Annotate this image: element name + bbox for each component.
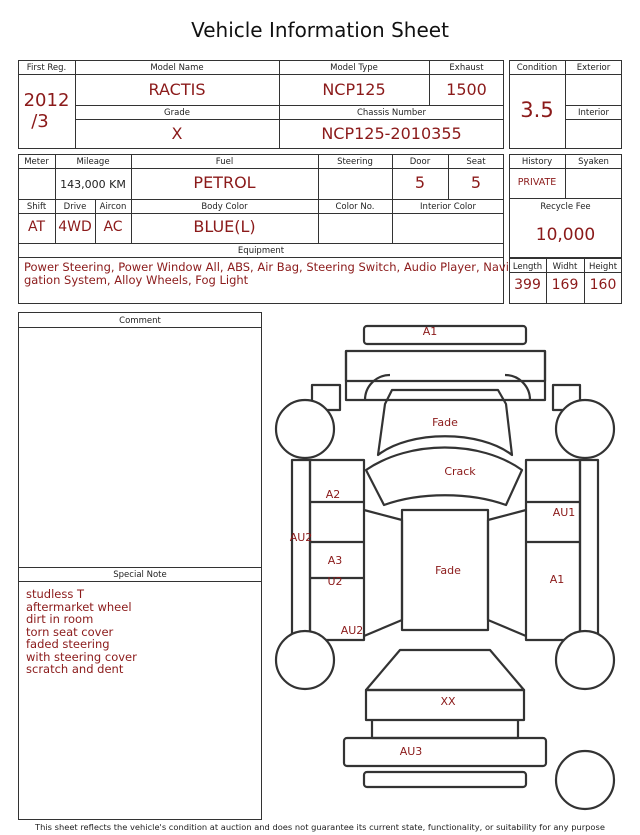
mark-roof: Fade	[435, 564, 461, 577]
grade: X	[171, 124, 183, 143]
fuel-label: Fuel	[215, 157, 234, 167]
rear-right-wheel	[556, 631, 614, 689]
mark-right-rear-door: A1	[549, 573, 565, 586]
seat-count: 5	[470, 173, 482, 192]
mark-front: A1	[422, 325, 438, 338]
height-label: Height	[588, 262, 618, 272]
page-title: Vehicle Information Sheet	[191, 18, 449, 42]
front-panel-outline	[346, 351, 545, 400]
right-side-outline	[526, 460, 580, 640]
special-note-item: with steering cover	[26, 649, 137, 664]
length-label: Length	[512, 262, 543, 272]
grade-label: Grade	[164, 108, 190, 118]
body-color-label: Body Color	[201, 202, 248, 212]
mark-left-front-door: A2	[325, 488, 341, 501]
first-reg-label: First Reg.	[26, 63, 67, 73]
mileage: 143,000 KM	[60, 178, 126, 191]
history-label: History	[521, 157, 553, 167]
shift: AT	[27, 219, 46, 235]
first-reg-year: 2012	[23, 90, 70, 111]
aircon: AC	[103, 219, 123, 235]
front-right-wheel	[556, 400, 614, 458]
equipment-list	[24, 260, 509, 287]
recycle-fee-label: Recycle Fee	[540, 202, 591, 212]
front-left-wheel	[276, 400, 334, 458]
special-note-item: aftermarket wheel	[26, 599, 132, 614]
condition-label: Condition	[516, 63, 558, 73]
condition-score: 3.5	[520, 98, 554, 122]
width: 169	[551, 277, 579, 293]
height: 160	[589, 277, 617, 293]
mark-left-rear-quarter: AU2	[340, 624, 364, 637]
first-reg-month: /3	[31, 111, 49, 132]
model-type: NCP125	[322, 80, 386, 99]
mark-rear-glass: XX	[440, 695, 456, 708]
recycle-fee: 10,000	[535, 225, 596, 245]
comment-label: Comment	[119, 316, 161, 326]
mileage-label: Mileage	[76, 157, 110, 167]
model-type-label: Model Type	[330, 63, 378, 73]
mark-windshield: Crack	[444, 465, 476, 478]
exhaust-label: Exhaust	[449, 63, 484, 73]
steering-label: Steering	[337, 157, 373, 167]
equipment-line-2: gation System, Alloy Wheels, Fog Light	[24, 273, 249, 287]
special-note-item: dirt in room	[26, 612, 94, 626]
rear-glass-outline	[366, 650, 524, 690]
width-label: Widht	[552, 262, 578, 272]
syaken-label: Syaken	[578, 157, 609, 167]
equipment-label: Equipment	[237, 246, 285, 256]
special-note-item: scratch and dent	[26, 662, 124, 676]
mark-hood: Fade	[432, 416, 458, 429]
special-note-list	[26, 588, 256, 676]
length: 399	[514, 277, 541, 293]
door-label: Door	[409, 157, 431, 167]
model-name: RACTIS	[148, 80, 206, 99]
drive-label: Drive	[63, 202, 87, 212]
chassis-number: NCP125-2010355	[321, 124, 462, 143]
mark-right-front-door: AU1	[552, 506, 576, 519]
special-note-label: Special Note	[113, 570, 167, 580]
seat-label: Seat	[466, 157, 486, 167]
chassis-label: Chassis Number	[356, 108, 427, 118]
door-count: 5	[414, 173, 426, 192]
comment-box	[18, 312, 262, 820]
mark-left-rear-door-b: U2	[327, 575, 343, 588]
shift-label: Shift	[26, 202, 47, 212]
mark-rear-bumper: AU3	[399, 745, 423, 758]
special-note-item: studless T	[26, 587, 85, 601]
color-no-label: Color No.	[335, 202, 375, 212]
exterior-label: Exterior	[576, 63, 611, 73]
model-name-label: Model Name	[150, 63, 204, 73]
disclaimer-footer: This sheet reflects the vehicle's condition at auction and does not guarantee its current state, functionality, or suitability for any purpose	[35, 822, 605, 832]
aircon-label: Aircon	[99, 202, 127, 212]
rear-left-wheel	[276, 631, 334, 689]
interior-color-label: Interior Color	[420, 202, 476, 212]
equipment-line-1: Power Steering, Power Window All, ABS, Air Bag, Steering Switch, Audio Player, Navi	[24, 260, 509, 274]
special-note-item: faded steering	[26, 637, 110, 651]
rear-bumper-outline	[344, 738, 546, 766]
history: PRIVATE	[517, 177, 557, 188]
mark-left-rear-door-a: A3	[327, 554, 343, 567]
exhaust: 1500	[446, 80, 487, 99]
meter-label: Meter	[24, 157, 49, 167]
drive: 4WD	[58, 219, 92, 235]
interior-label: Interior	[577, 108, 609, 118]
left-side-outline	[310, 460, 364, 640]
spare-wheel	[556, 751, 614, 809]
mark-left-side: AU2	[289, 531, 313, 544]
fuel: PETROL	[193, 173, 256, 192]
special-note-item: torn seat cover	[26, 624, 114, 639]
body-color: BLUE(L)	[193, 217, 256, 236]
